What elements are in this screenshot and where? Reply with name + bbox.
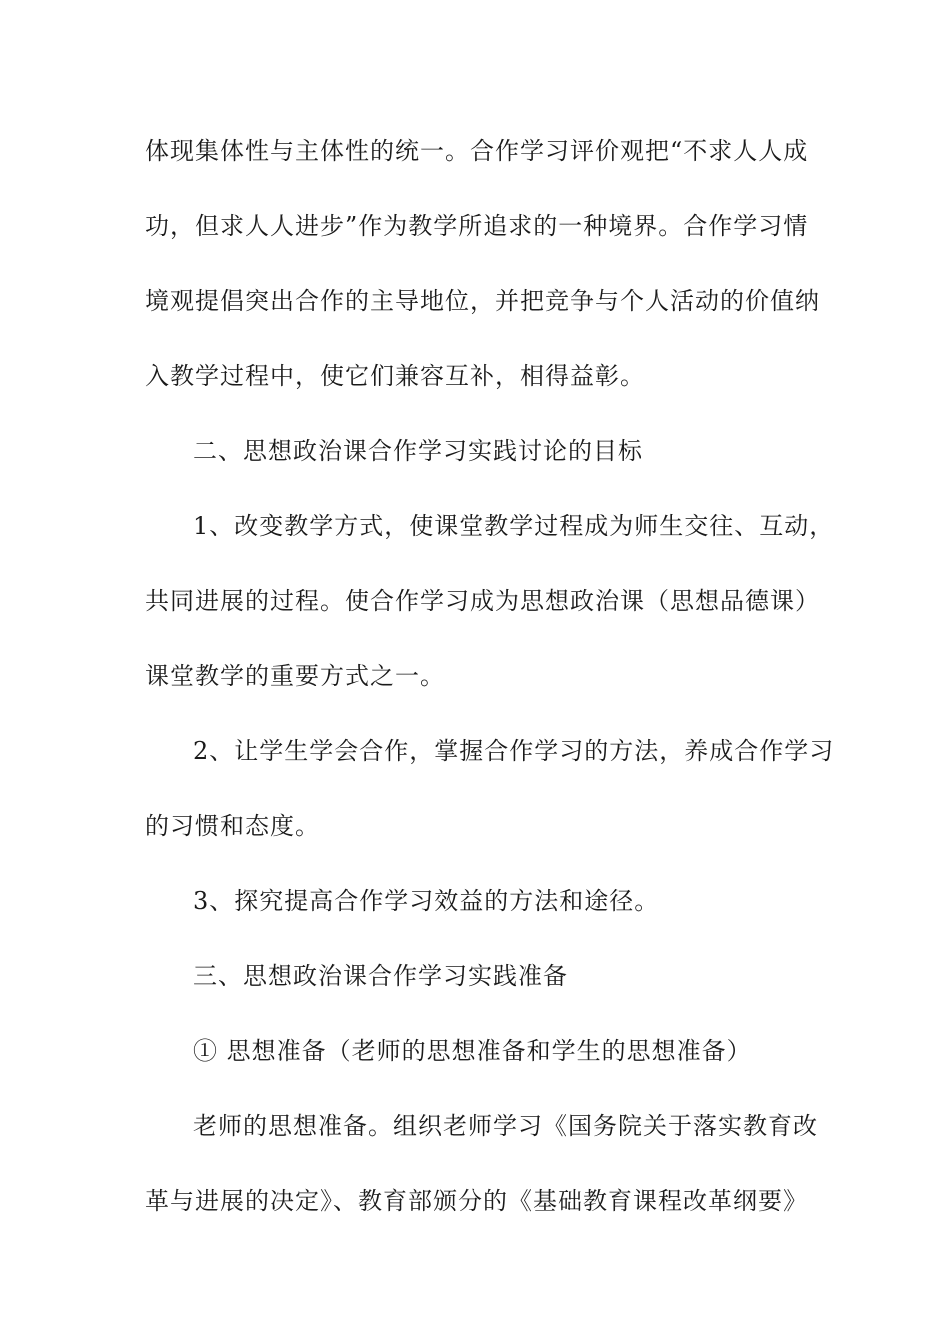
list-item-line: 1、改变教学方式，使课堂教学过程成为师生交往、互动， xyxy=(193,512,835,540)
paragraph-line: 境观提倡突出合作的主导地位，并把竞争与个人活动的价值纳 xyxy=(145,287,820,315)
subsection-heading: ① 思想准备（老师的思想准备和学生的思想准备） xyxy=(193,1037,752,1065)
section-heading: 三、思想政治课合作学习实践准备 xyxy=(193,962,568,990)
paragraph-line: 共同进展的过程。使合作学习成为思想政治课（思想品德课） xyxy=(145,587,820,615)
paragraph-line: 功，但求人人进步”作为教学所追求的一种境界。合作学习情 xyxy=(145,212,809,240)
paragraph-line: 课堂教学的重要方式之一。 xyxy=(145,662,445,690)
paragraph-line: 体现集体性与主体性的统一。合作学习评价观把“不求人人成 xyxy=(145,137,809,165)
section-heading: 二、思想政治课合作学习实践讨论的目标 xyxy=(193,437,643,465)
paragraph-line: 革与进展的决定》、教育部颁分的《基础教育课程改革纲要》 xyxy=(145,1187,808,1215)
paragraph-line: 的习惯和态度。 xyxy=(145,812,320,840)
paragraph-line: 老师的思想准备。组织老师学习《国务院关于落实教育改 xyxy=(193,1112,818,1140)
list-item-line: 2、让学生学会合作，掌握合作学习的方法，养成合作学习 xyxy=(193,737,835,765)
paragraph-line: 入教学过程中，使它们兼容互补，相得益彰。 xyxy=(145,362,645,390)
list-item-line: 3、探究提高合作学习效益的方法和途径。 xyxy=(193,887,660,915)
